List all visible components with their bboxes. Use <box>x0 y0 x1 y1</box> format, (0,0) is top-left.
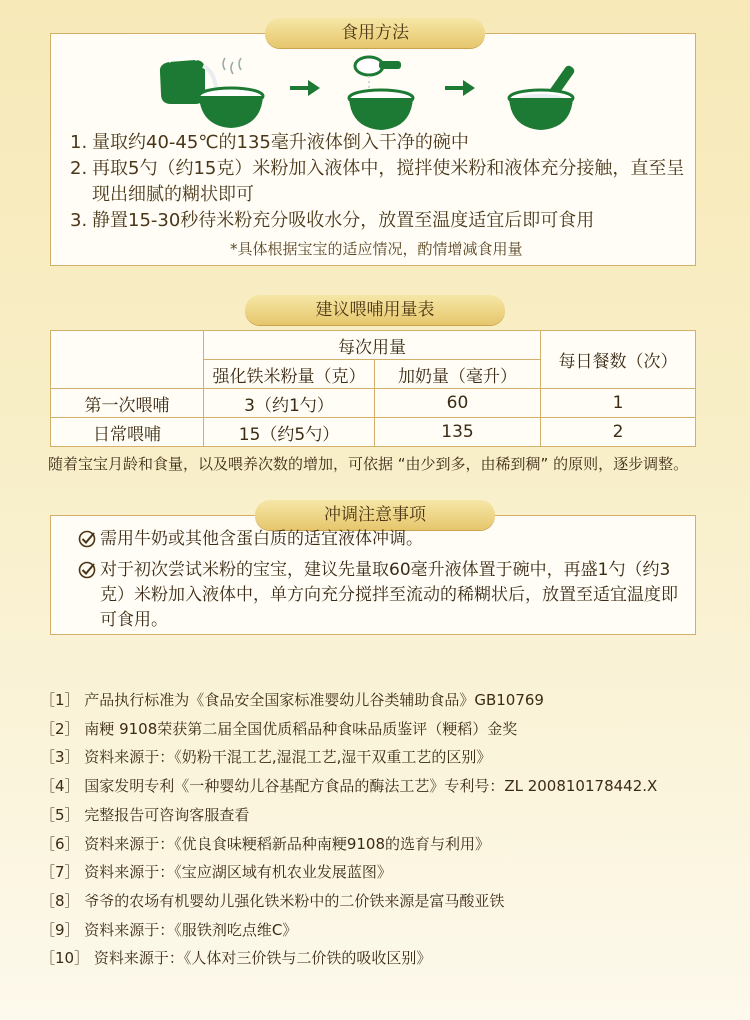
step-text: 再取5勺（约15克）米粉加入液体中，搅拌使米粉和液体充分接触，直至呈现出细腻的糊状即可 <box>92 158 685 205</box>
milk-cell: 60 <box>375 389 541 418</box>
per-meal-header: 每次用量 <box>204 331 541 360</box>
usage-note: *具体根据宝宝的适应情况，酌情增减食用量 <box>230 240 523 258</box>
stir-bowl-icon <box>505 62 587 136</box>
meals-column-header: 每日餐数（次） <box>541 331 696 389</box>
step-number: 3. <box>70 210 88 231</box>
milk-column-header: 加奶量（毫升） <box>375 360 541 389</box>
references-list <box>40 686 657 973</box>
step-number: 2. <box>70 158 88 179</box>
reference-item: ［1］ 产品执行标准为《食品安全国家标准婴幼儿谷类辅助食品》GB10769 <box>40 691 544 709</box>
rice-cell: 3（约1勺） <box>204 389 375 418</box>
meals-cell: 1 <box>541 389 696 418</box>
care-item <box>78 558 688 633</box>
rice-column-header: 强化铁米粉量（克） <box>204 360 375 389</box>
scoop-powder-icon <box>345 52 425 136</box>
reference-item: ［3］ 资料来源于：《奶粉干混工艺,湿混工艺,湿干双重工艺的区别》 <box>40 748 492 767</box>
usage-steps <box>70 130 690 234</box>
arrow-right-icon <box>445 80 475 96</box>
step-text: 量取约40-45℃的135毫升液体倒入干净的碗中 <box>92 132 469 153</box>
care-text: 需用牛奶或其他含蛋白质的适宜液体冲调。 <box>100 529 423 549</box>
care-item <box>78 527 688 556</box>
row-label: 日常喂哺 <box>51 418 204 447</box>
reference-item: ［5］ 完整报告可咨询客服查看 <box>40 805 250 824</box>
usage-step <box>70 130 690 156</box>
feeding-table <box>50 330 696 447</box>
check-circle-icon <box>78 561 100 633</box>
reference-item: ［7］ 资料来源于：《宝应湖区域有机农业发展蓝图》 <box>40 863 392 882</box>
rice-cell: 15（约5勺） <box>204 418 375 447</box>
table-corner-cell <box>51 331 204 389</box>
usage-title: 食用方法 <box>265 18 485 48</box>
table-row <box>51 389 696 418</box>
row-label: 第一次喂哺 <box>51 389 204 418</box>
reference-item: ［9］ 资料来源于：《服铁剂吃点维C》 <box>40 920 298 939</box>
usage-step <box>70 208 690 234</box>
feeding-tip: 随着宝宝月龄和食量，以及喂养次数的增加，可依据 “由少到多，由稀到稠” 的原则，逐步调整。 <box>48 455 689 473</box>
milk-cell: 135 <box>375 418 541 447</box>
reference-item: ［8］ 爷爷的农场有机婴幼儿强化铁米粉中的二价铁来源是富马酸亚铁 <box>40 891 505 910</box>
care-text: 对于初次尝试米粉的宝宝，建议先量取60毫升液体置于碗中，再盛1勺（约3克）米粉加入液体中，单方向充分搅拌至流动的稀糊状后，放置至适宜温度即可食用。 <box>100 560 678 630</box>
pour-liquid-icon <box>155 52 265 136</box>
check-circle-icon <box>78 530 100 556</box>
meals-cell: 2 <box>541 418 696 447</box>
usage-step <box>70 156 690 208</box>
arrow-right-icon <box>290 80 320 96</box>
care-title: 冲调注意事项 <box>255 500 495 530</box>
table-row <box>51 418 696 447</box>
reference-item: ［6］ 资料来源于：《优良食味粳稻新品种南粳9108的选育与利用》 <box>40 834 490 853</box>
care-list <box>78 527 688 635</box>
reference-item: ［2］ 南粳 9108荣获第二届全国优质稻品种食味品质鉴评（粳稻）金奖 <box>40 719 518 738</box>
reference-item: ［4］ 国家发明专利《一种婴幼儿谷基配方食品的酶法工艺》专利号：ZL 200810178442.X <box>40 777 658 796</box>
feeding-title: 建议喂哺用量表 <box>245 295 505 325</box>
step-text: 静置15-30秒待米粉充分吸收水分，放置至温度适宜后即可食用 <box>92 210 595 231</box>
reference-item: ［10］ 资料来源于：《人体对三价铁与二价铁的吸收区别》 <box>40 949 432 968</box>
step-number: 1. <box>70 132 88 153</box>
